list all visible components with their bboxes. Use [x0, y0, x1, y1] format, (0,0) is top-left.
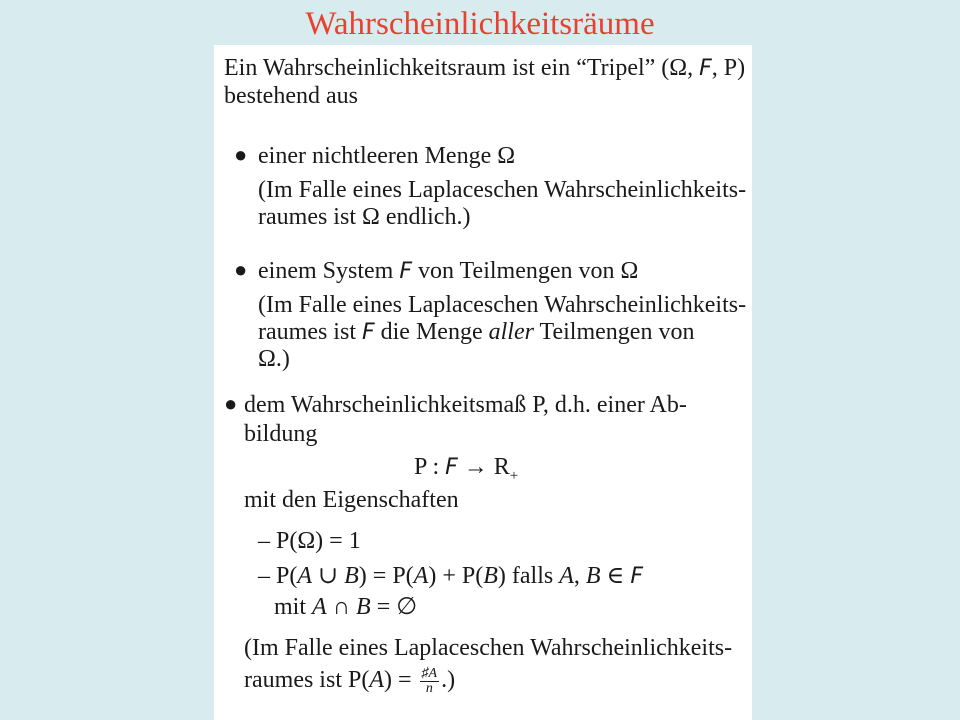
var-a: A: [297, 563, 313, 589]
fraction-denominator: n: [425, 680, 433, 696]
item2-head: [258, 256, 638, 287]
formula-part: ) falls: [497, 563, 560, 589]
script-f-symbol: F: [361, 320, 375, 345]
properties-label: mit den Eigenschaften: [244, 487, 459, 513]
bullet-icon: ●: [234, 257, 248, 282]
item1-note-1: (Im Falle eines Laplaceschen Wahrscheinlichkeits-: [258, 177, 747, 203]
var-b: B: [356, 594, 371, 620]
mapping-text: P :: [414, 454, 446, 480]
item2-note-text: raumes ist: [258, 319, 362, 345]
item2-head-text-end: von Teilmengen von Ω: [411, 258, 639, 284]
item3-head-2: bildung: [244, 421, 318, 447]
script-f-symbol: F: [445, 455, 458, 480]
var-a: A: [413, 563, 429, 589]
formula-part: ∩: [326, 594, 357, 620]
formula-part: = ∅: [370, 594, 418, 620]
intro-text-end: , P): [711, 55, 746, 81]
slide-title: Wahrscheinlichkeitsräume: [305, 6, 655, 42]
formula-part: – P(: [258, 563, 298, 589]
formula-part: ∪: [312, 563, 345, 589]
formula-part: mit: [274, 594, 313, 620]
item3-note-2: [244, 665, 455, 696]
property-1: – P(Ω) = 1: [258, 528, 361, 554]
item3-note-1: (Im Falle eines Laplaceschen Wahrscheinlichkeits-: [244, 635, 733, 661]
property-2: [258, 561, 643, 592]
var-b: B: [344, 563, 359, 589]
item2-note-2: [258, 317, 694, 348]
fraction: [420, 667, 440, 696]
intro-line-2: bestehend aus: [224, 83, 358, 109]
item3-head: dem Wahrscheinlichkeitsmaß P, d.h. einer Ab-: [244, 392, 687, 418]
item2-note-3: Ω.): [258, 346, 290, 372]
mapping-subscript: +: [509, 467, 519, 484]
var-a: A: [312, 594, 327, 620]
item2-note-text-mid: die Menge: [374, 319, 489, 345]
var-a: A: [369, 667, 384, 693]
var-b: B: [483, 563, 498, 589]
item1-head: einer nichtleeren Menge Ω: [258, 143, 516, 169]
item2-note-emphasis: aller: [488, 319, 534, 345]
formula-part: ) = P(: [358, 563, 414, 589]
intro-line-1: [224, 53, 745, 84]
bullet-icon: ●: [234, 142, 248, 167]
script-f-symbol: F: [399, 259, 412, 284]
item1-note-2: raumes ist Ω endlich.): [258, 204, 471, 230]
item2-note-text-end: Teilmengen von: [533, 319, 695, 345]
intro-text: Ein Wahrscheinlichkeitsraum ist ein “Tripel” (Ω,: [224, 55, 700, 81]
mapping-arrow: → R: [457, 454, 510, 480]
item2-head-text: einem System: [258, 258, 400, 284]
formula-part: .): [441, 667, 456, 693]
property-2-cont: [274, 592, 417, 622]
formula-part: ∈: [600, 563, 631, 589]
formula-part: ,: [573, 563, 586, 589]
document-page: [214, 45, 752, 720]
script-f-symbol: F: [699, 56, 712, 81]
fraction-numerator: ♯A: [421, 665, 438, 681]
formula-part: ) =: [384, 667, 418, 693]
var-b: B: [585, 563, 601, 589]
script-f-symbol: F: [630, 564, 643, 589]
formula-part: raumes ist P(: [244, 667, 370, 693]
formula-part: ) + P(: [428, 563, 484, 589]
var-a: A: [559, 563, 574, 589]
bullet-icon: ●: [224, 391, 238, 416]
item2-note-1: (Im Falle eines Laplaceschen Wahrscheinlichkeits-: [258, 292, 747, 318]
